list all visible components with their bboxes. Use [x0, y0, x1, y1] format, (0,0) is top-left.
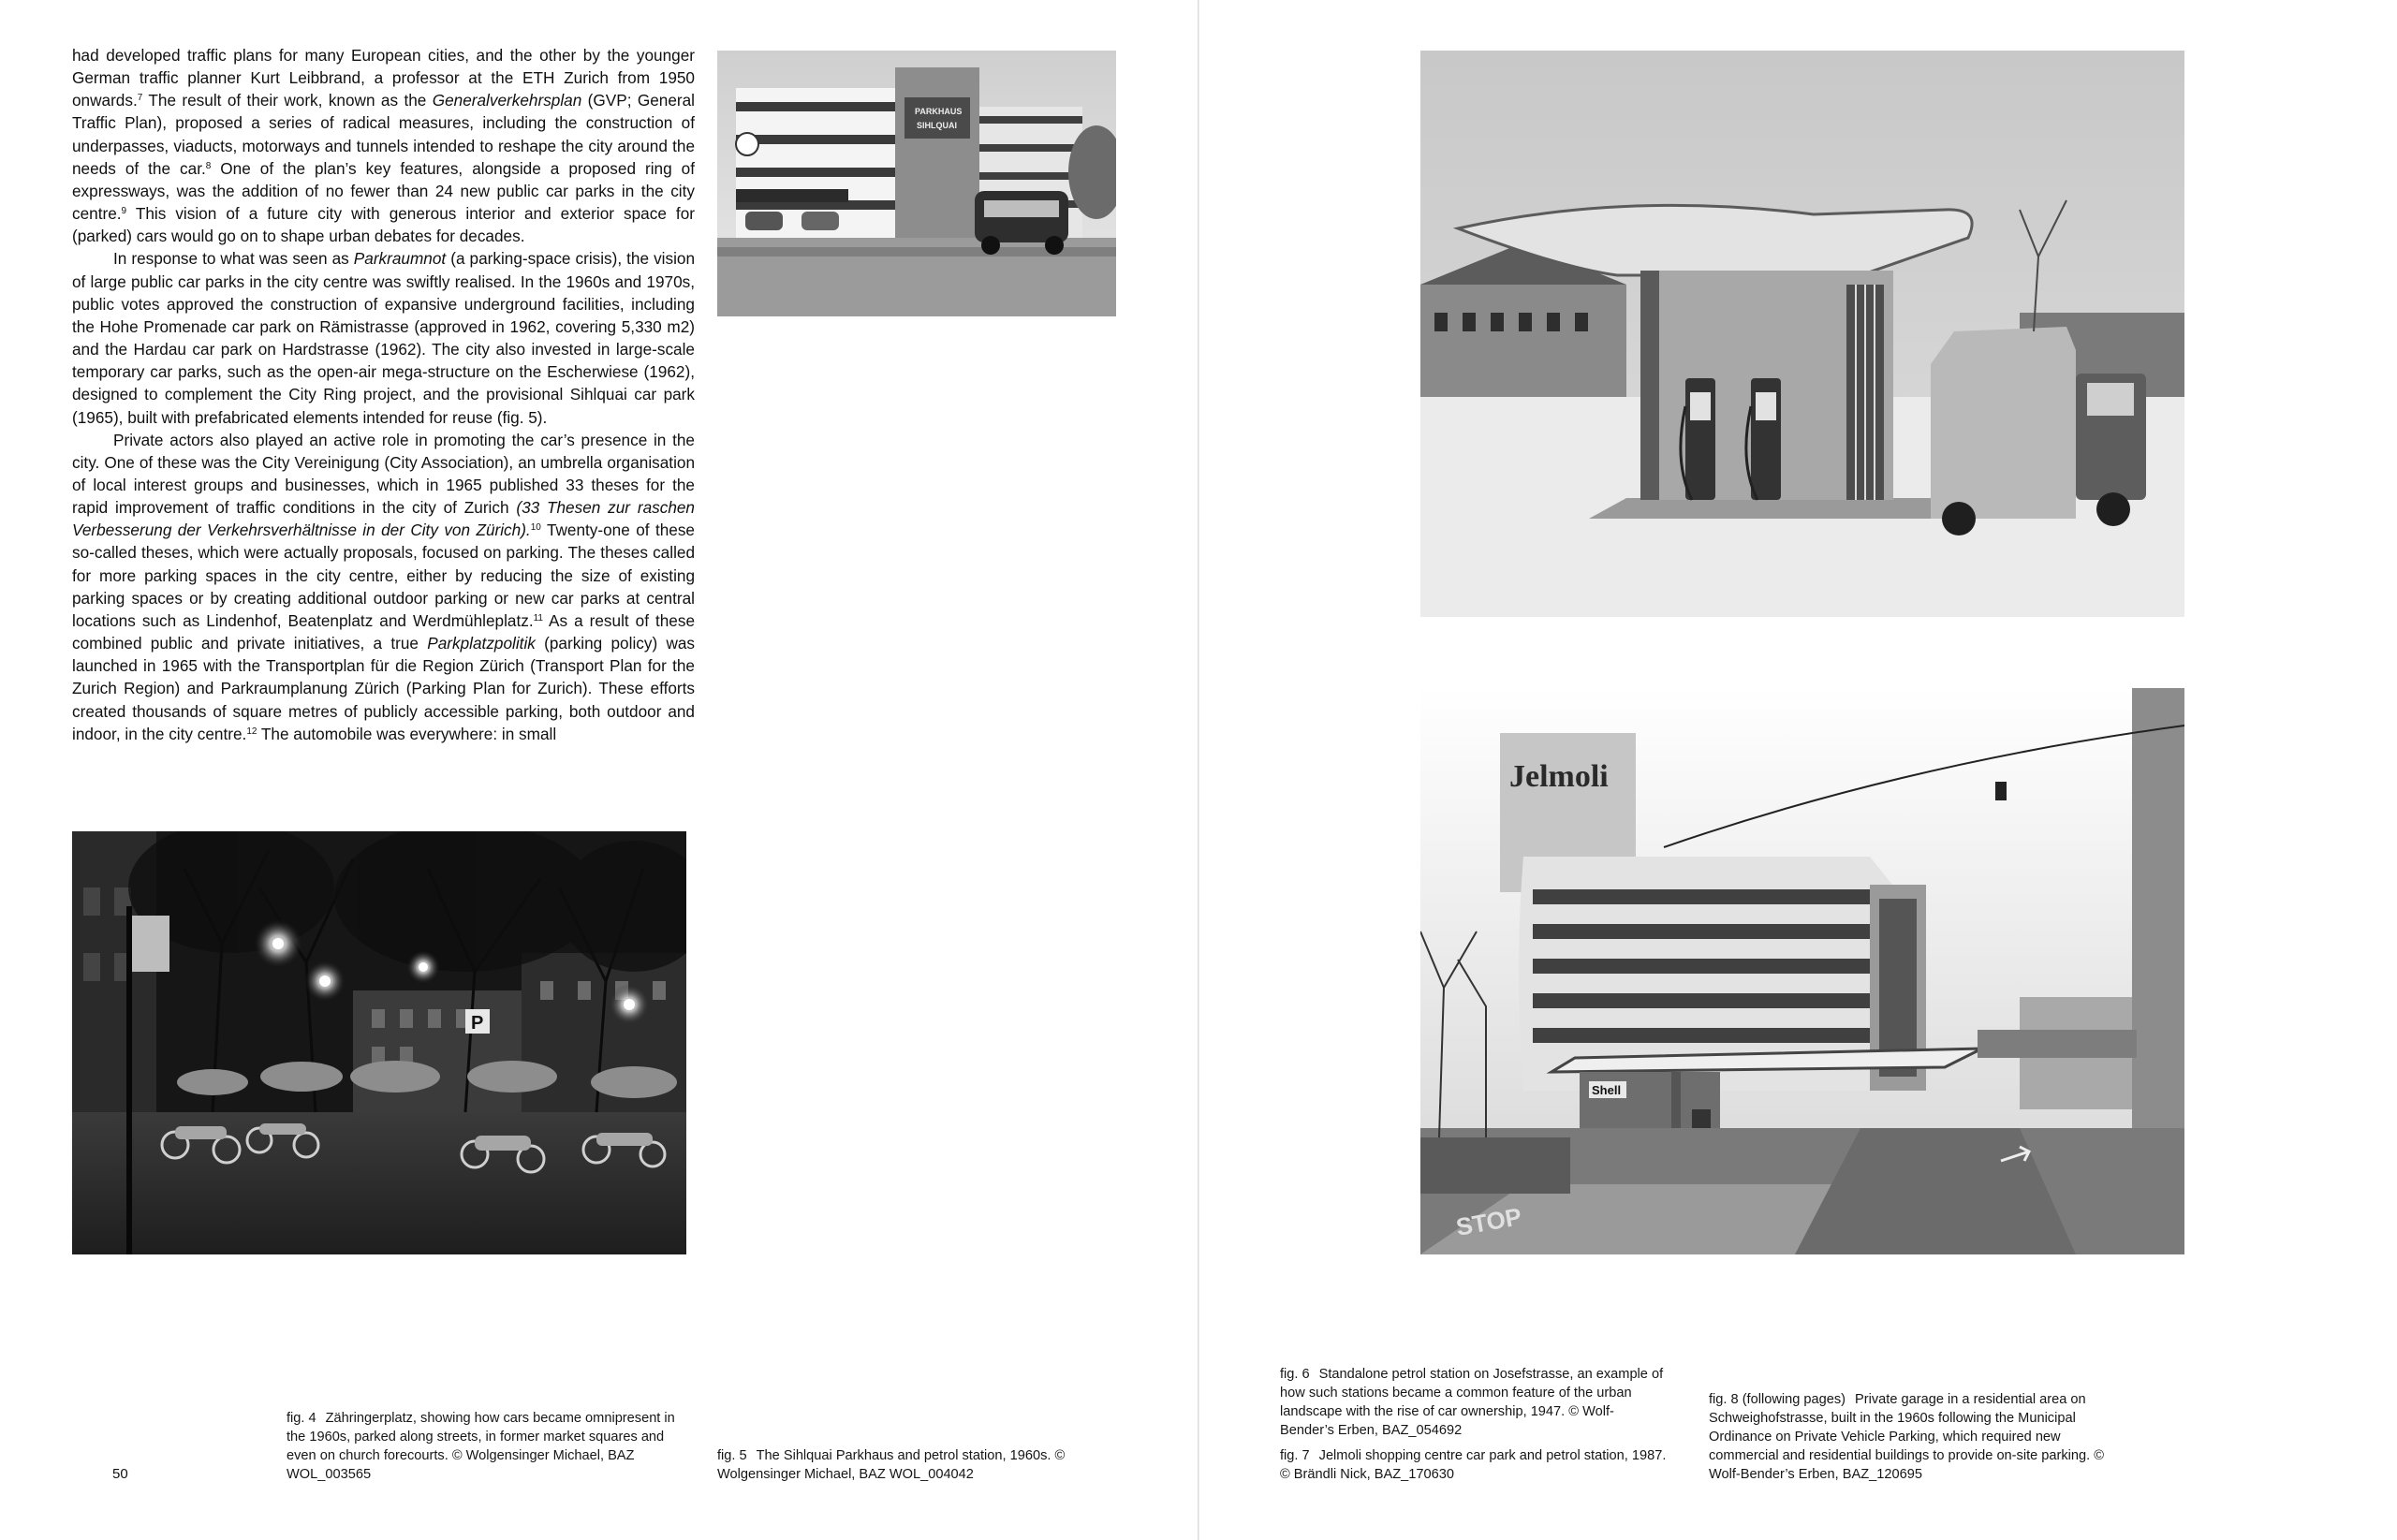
body-text [72, 44, 695, 745]
fig7-stop-marking: STOP [1453, 1202, 1524, 1241]
fig4-label: fig. 4 [287, 1411, 316, 1426]
fig7-caption-text: Jelmoli shopping centre car park and petrol station, 1987. © Brändli Nick, BAZ_170630 [1280, 1448, 1667, 1482]
fig5-sign-line1: PARKHAUS [915, 107, 963, 116]
fig5-sign-line2: SIHLQUAI [917, 121, 958, 130]
fig4-photo [72, 831, 686, 1254]
fig5-photo [717, 51, 1116, 316]
fig5-label: fig. 5 [717, 1448, 747, 1463]
svg-text:P: P [471, 1013, 484, 1034]
paragraph-1: had developed traffic plans for many European cities, and the other by the younger German traffic planner Kurt Leibbrand, a professor at the ETH Zurich from 1950 onwards.$^7$ The result of their work, known as the Generalverkehrsplan (GVP; General Traffic Plan), proposed a series of radical measures, including the construction of underpasses, viaducts, motorways and tunnels intended to reshape the city around the needs of the car.$^8$ One of the plan’s key features, alongside a proposed ring of expressways, was the addition of no fewer than 24 new public car parks in the city centre.$^9$ This vision of a future city with generous interior and exterior space for (parked) cars would go on to shape urban debates for decades. [72, 46, 696, 246]
fig5-caption-text: The Sihlquai Parkhaus and petrol station, 1960s. © Wolgensinger Michael, BAZ WOL_004042 [717, 1448, 1066, 1482]
fig5-caption [717, 1446, 1110, 1484]
fig7-caption [1280, 1446, 1669, 1484]
fig8-caption [1709, 1390, 2111, 1484]
paragraph-3: Private actors also played an active role in promoting the car’s presence in the city. One of these was the City Vereinigung (City Association), an umbrella organisation of local interest groups and businesses, which in 1965 published 33 theses for the rapid improvement of traffic conditions in the city of Zurich (33 Thesen zur raschen Verbesserung der Verkehrsverhältnisse in der City von Zürich).$^{10}$ Twenty-one of these so-called theses, which were actually proposals, focused on parking. The theses called for more parking spaces in the city centre, either by reducing the size of existing parking spaces or by creating additional outdoor parking or new car parks at central locations such as Lindenhof, Beatenplatz and Werdmühleplatz.$^{11}$ As a result of these combined public and private initiatives, a true Parkplatzpolitik (parking policy) was launched in 1965 with the Transportplan für die Region Zürich (Transport Plan for the Zurich Region) and Parkraumplanung Zürich (Parking Plan for Zurich). These efforts created thousands of square metres of publicly accessible parking, both outdoor and indoor, in the city centre.$^{12}$ The automobile was everywhere: in small [72, 430, 696, 743]
fig7-label: fig. 7 [1280, 1448, 1310, 1463]
fig7-shell-sign: Shell [1592, 1083, 1622, 1097]
fig7-jelmoli-sign: Jelmoli [1509, 759, 1609, 794]
fig6-caption-text: Standalone petrol station on Josefstrasse, an example of how such stations became a common feature of the urban landscape with the rise of car ownership, 1947. © Wolf-Bender’s Erben, BAZ_054692 [1280, 1367, 1664, 1438]
fig6-caption [1280, 1365, 1664, 1440]
fig8-caption-text: Private garage in a residential area on Schweighofstrasse, built in the 1960s following the Municipal Ordinance on Private Vehicle Parking, which required new commercial and residential buildings to provide on-site parking. © Wolf-Bender’s Erben, BAZ_120695 [1709, 1392, 2105, 1482]
page-number: 50 [112, 1466, 128, 1482]
fig7-photo [1420, 688, 2184, 1254]
page-gutter [1198, 0, 1199, 1540]
fig4-caption [287, 1409, 684, 1484]
fig6-label: fig. 6 [1280, 1367, 1310, 1382]
fig8-label: fig. 8 (following pages) [1709, 1392, 1846, 1407]
paragraph-2: In response to what was seen as Parkraumnot (a parking-space crisis), the vision of large public car parks in the city centre was swiftly realised. In the 1960s and 1970s, public votes approved the construction of expansive underground facilities, including the Hohe Promenade car park on Rämistrasse (approved in 1962, covering 5,330 m2) and the Hardau car park on Hardstrasse (1962). The city also invested in large-scale temporary car parks, such as the open-air mega-structure on the Escherwiese (1962), designed to complement the City Ring project, and the provisional Sihlquai car park (1965), built with prefabricated elements intended for reuse (fig. 5). [72, 249, 696, 427]
fig6-photo [1420, 51, 2184, 617]
fig4-caption-text: Zähringerplatz, showing how cars became omnipresent in the 1960s, parked along streets, in former market squares and even on church forecourts. © Wolgensinger Michael, BAZ WOL_003565 [287, 1411, 675, 1482]
